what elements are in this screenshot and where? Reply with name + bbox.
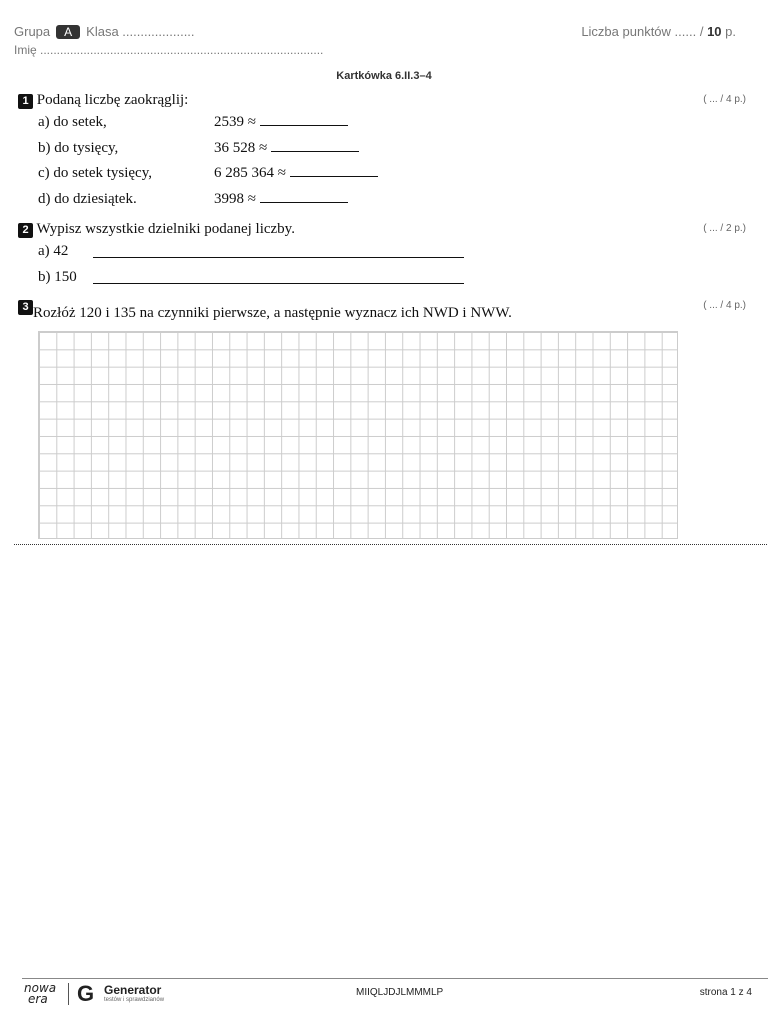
task-number: 3 (18, 300, 33, 315)
answer-row (214, 191, 348, 208)
answer-line[interactable] (290, 176, 378, 177)
logo-text: era (28, 992, 48, 1006)
generator-logo: Generator (104, 983, 162, 997)
answer-grid[interactable] (38, 331, 678, 539)
list-item: b) 150 (38, 269, 77, 285)
page-number: strona 1 z 4 (699, 987, 752, 998)
points-field (581, 24, 736, 39)
task-points: ( ... / 2 p.) (703, 223, 746, 234)
points-unit: p. (725, 24, 736, 39)
task-2-heading (18, 221, 295, 238)
class-field: Klasa .................... (86, 24, 195, 39)
footer-divider (22, 978, 768, 979)
item-label: b) do tysięcy, (38, 140, 119, 156)
list-item (38, 114, 107, 131)
answer-line[interactable] (93, 257, 464, 258)
item-label: c) do setek tysięcy, (38, 165, 152, 181)
task-points: ( ... / 4 p.) (703, 300, 746, 311)
task-text: Podaną liczbę zaokrąglij: (36, 92, 189, 108)
list-item: a) 42 (38, 243, 69, 259)
task-text: Rozłóż 120 i 135 na czynniki pierwsze, a następnie wyznacz ich NWD i NWW. (33, 305, 512, 321)
logo-text: nowa (24, 981, 57, 995)
answer-row (214, 140, 359, 157)
answer-line[interactable] (271, 151, 359, 152)
generator-subtitle: testów i sprawdzianów (104, 997, 165, 1003)
answer-line[interactable] (93, 283, 464, 284)
answer-line[interactable] (260, 202, 348, 203)
name-field: Imię ..................................................................................... (14, 43, 324, 57)
item-expr: 2539 ≈ (214, 114, 256, 130)
list-item (38, 191, 137, 208)
answer-row (214, 114, 348, 131)
page-title: Kartkówka 6.II.3–4 (336, 70, 432, 82)
task-points: ( ... / 4 p.) (703, 94, 746, 105)
item-expr: 3998 ≈ (214, 191, 256, 207)
answer-line[interactable] (260, 125, 348, 126)
points-max: 10 (707, 24, 722, 39)
group-badge: A (56, 25, 80, 39)
answer-row (214, 165, 378, 182)
item-expr: 6 285 364 ≈ (214, 165, 286, 181)
task-3-heading (18, 300, 512, 321)
item-label: a) do setek, (38, 114, 107, 130)
task-text: Wypisz wszystkie dzielniki podanej liczby. (36, 221, 295, 237)
section-divider (14, 544, 768, 545)
list-item (38, 140, 118, 157)
generator-g-icon: G (77, 981, 95, 1006)
nowa-era-logo (24, 983, 56, 1005)
logo-separator (68, 983, 69, 1005)
task-number: 2 (18, 223, 33, 238)
item-expr: 36 528 ≈ (214, 140, 268, 156)
test-code: MIIQLJDJLMMMLP (356, 987, 444, 998)
task-1-heading (18, 92, 188, 109)
list-item (38, 165, 152, 182)
item-label: d) do dziesiątek. (38, 191, 137, 207)
task-number: 1 (18, 94, 33, 109)
group-label: Grupa (14, 24, 51, 39)
points-label: Liczba punktów ...... / (581, 24, 704, 39)
group-field (14, 24, 195, 39)
